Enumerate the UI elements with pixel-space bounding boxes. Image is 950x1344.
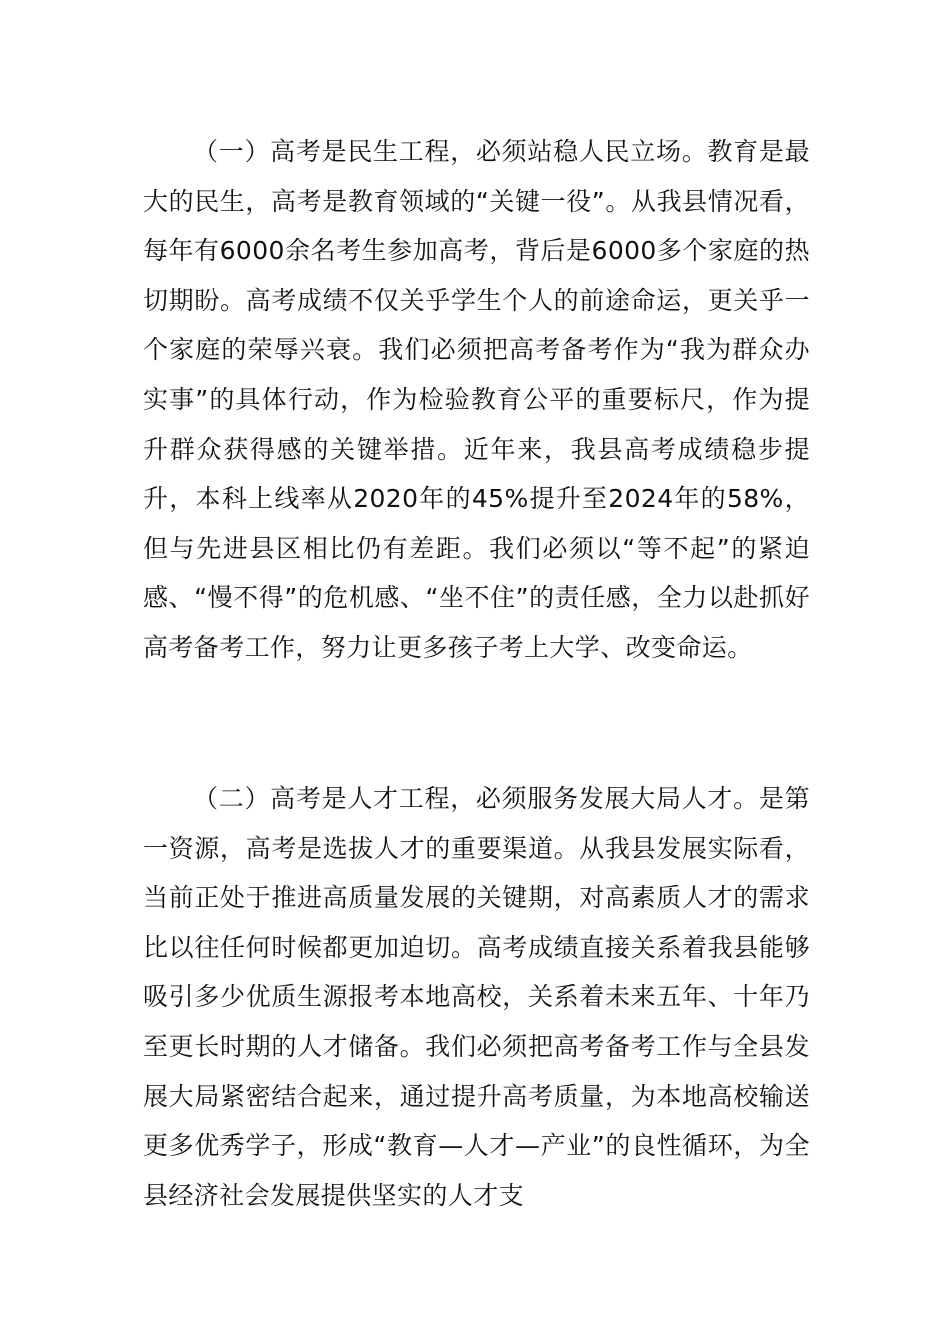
paragraph-2: （二）高考是人才工程，必须服务发展大局人才。是第一资源，高考是选拔人才的重要渠道。从我县发展实际看，当前正处于推进高质量发展的关键期，对高素质人才的需求比以往任何时候都更加迫切。高考成绩直接关系着我县能够吸引多少优质生源报考本地高校，关系着未来五年、十年乃至更长时期的人才储备。我们必须把高考备考工作与全县发展大局紧密结合起来，通过提升高考质量，为本地高校输送更多优秀学子，形成“教育—人才—产业”的良性循环，为全县经济社会发展提供坚实的人才支 [143,784,810,1210]
paragraph-1: （一）高考是民生工程，必须站稳人民立场。教育是最大的民生，高考是教育领域的“关键一役”。从我县情况看，每年有6000余名考生参加高考，背后是6000多个家庭的热切期盼。高考成绩不仅关乎学生个人的前途命运，更关乎一个家庭的荣辱兴衰。我们必须把高考备考作为“我为群众办实事”的具体行动，作为检验教育公平的重要标尺，作为提升群众获得感的关键举措。近年来，我县高考成绩稳步提升，本科上线率从2020年的45%提升至2024年的58%，但与先进县区相比仍有差距。我们必须以“等不起”的紧迫感、“慢不得”的危机感、“坐不住”的责任感，全力以赴抓好高考备考工作，努力让更多孩子考上大学、改变命运。 [143,137,810,662]
